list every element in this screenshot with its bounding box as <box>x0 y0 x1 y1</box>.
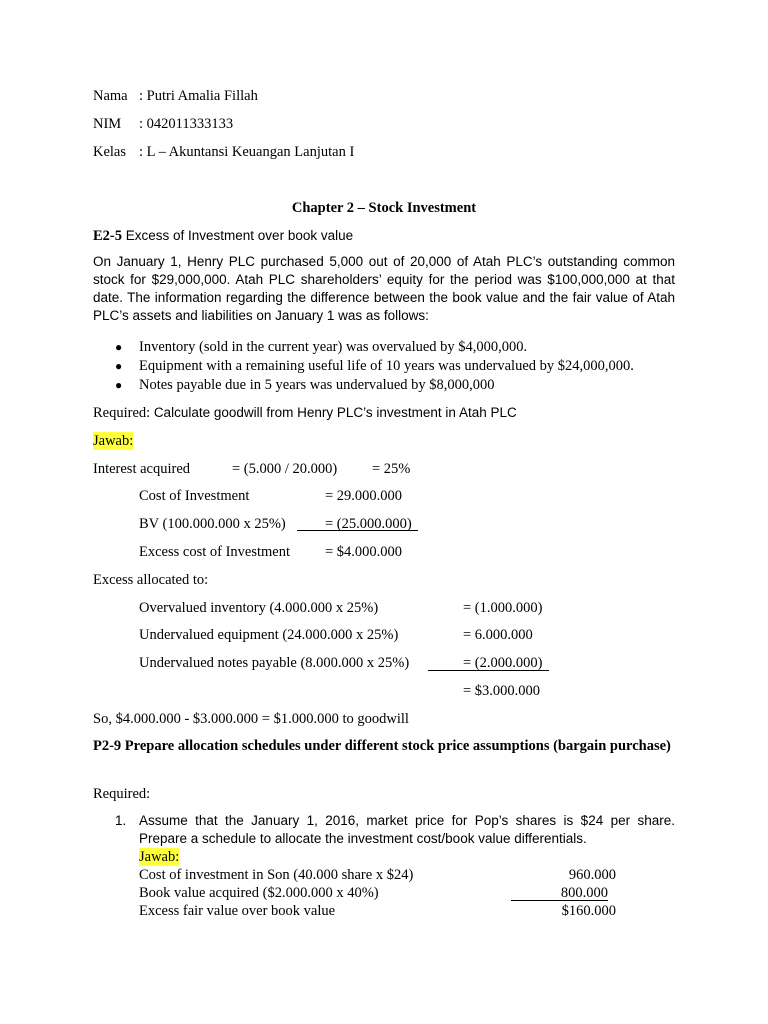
bullet-dot: ● <box>115 378 123 392</box>
e25-jawab: Jawab: <box>93 433 134 449</box>
interest-result: = 25% <box>372 461 411 477</box>
alloc-row-label: Undervalued notes payable (8.000.000 x 25%) <box>139 655 410 671</box>
calc-row-label: Excess cost of Investment <box>139 544 291 560</box>
required-label: Required: <box>93 405 154 421</box>
bullet-item: Equipment with a remaining useful life of 10 years was undervalued by $24,000,000. <box>139 358 634 374</box>
nama-value: : Putri Amalia Fillah <box>139 88 258 104</box>
p29-required: Required: <box>93 786 151 802</box>
calc-row-label: Cost of Investment <box>139 488 250 504</box>
alloc-total: = $3.000.000 <box>463 683 541 699</box>
p29-row-label: Book value acquired ($2.000.000 x 40%) <box>139 885 379 901</box>
e25-conclusion: So, $4.000.000 - $3.000.000 = $1.000.000 to goodwill <box>93 711 409 727</box>
p29-row-value: 800.000 <box>560 885 608 901</box>
e25-title: Excess of Investment over book value <box>122 228 354 243</box>
e25-paragraph: On January 1, Henry PLC purchased 5,000 out of 20,000 of Atah PLC’s outstanding common stock for $29,000,000. Atah PLC shareholders’ equity for the period was $100,000,000 at that date. The information regarding the difference between the book value and the fair value of Atah PLC’s assets and liabilities on January 1 was as follows: <box>93 254 675 323</box>
p29-item-text: Assume that the January 1, 2016, market price for Pop’s shares is $24 per share. Prepare a schedule to allocate the investment cost/book value differentials. <box>139 813 675 846</box>
required-text: Calculate goodwill from Henry PLC’s investment in Atah PLC <box>153 405 517 420</box>
calc-row-value: = (25.000.000) <box>325 516 412 532</box>
nim-label: NIM <box>93 116 122 132</box>
alloc-row-value: = (1.000.000) <box>463 600 543 616</box>
p29-row-value: 960.000 <box>568 867 616 883</box>
p29-title: P2-9 Prepare allocation schedules under different stock price assumptions (bargain purchase) <box>93 738 671 754</box>
interest-label: Interest acquired <box>93 461 191 477</box>
alloc-title: Excess allocated to: <box>93 572 209 588</box>
bullet-item: Inventory (sold in the current year) was overvalued by $4,000,000. <box>139 339 528 355</box>
alloc-row-value: = (2.000.000) <box>463 655 543 671</box>
nama-label: Nama <box>93 88 128 104</box>
kelas-label: Kelas <box>93 144 127 160</box>
calc-row-label: BV (100.000.000 x 25%) <box>139 516 286 532</box>
e25-code: E2-5 <box>93 228 122 244</box>
bullet-dot: ● <box>115 340 123 354</box>
p29-row-value: $160.000 <box>561 903 616 919</box>
bullet-dot: ● <box>115 359 123 373</box>
alloc-row-value: = 6.000.000 <box>463 627 533 643</box>
calc-row-value: = 29.000.000 <box>325 488 403 504</box>
bullet-item: Notes payable due in 5 years was undervalued by $8,000,000 <box>139 377 495 393</box>
p29-jawab: Jawab: <box>139 849 180 865</box>
p29-item-number: 1. <box>115 813 127 828</box>
e25-heading <box>93 227 353 245</box>
interest-calc: = (5.000 / 20.000) <box>232 461 338 477</box>
p29-row-label: Cost of investment in Son (40.000 share x $24) <box>139 867 414 883</box>
nim-value: : 042011333133 <box>139 116 234 132</box>
kelas-value: : L – Akuntansi Keuangan Lanjutan I <box>139 144 355 160</box>
e25-required <box>93 404 517 422</box>
chapter-title: Chapter 2 – Stock Investment <box>291 200 477 216</box>
calc-row-value: = $4.000.000 <box>325 544 403 560</box>
alloc-row-label: Overvalued inventory (4.000.000 x 25%) <box>139 600 379 616</box>
p29-row-label: Excess fair value over book value <box>139 903 336 919</box>
alloc-row-label: Undervalued equipment (24.000.000 x 25%) <box>139 627 399 643</box>
